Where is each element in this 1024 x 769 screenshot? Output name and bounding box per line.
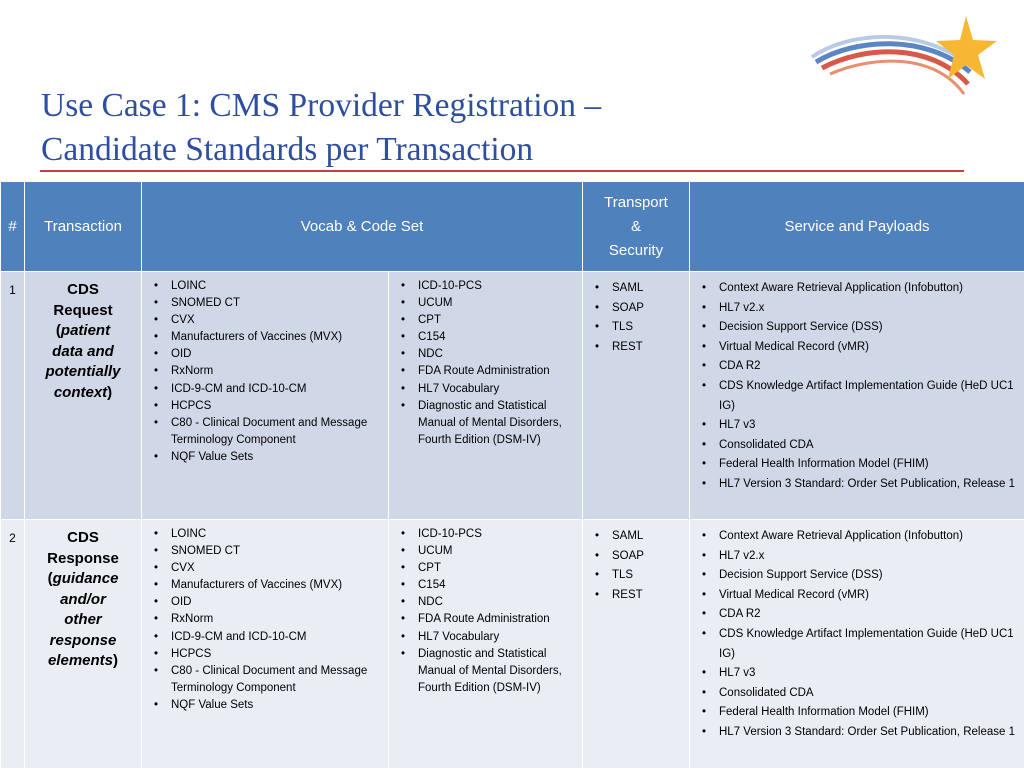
page-title — [41, 84, 981, 172]
list-item: • Decision Support Service (DSS) — [690, 318, 1024, 338]
list-item: • HL7 Vocabulary — [389, 381, 582, 398]
transaction-title: Response — [47, 550, 119, 567]
list-item: • Virtual Medical Record (vMR) — [690, 586, 1024, 606]
vocab-cell-a — [142, 272, 389, 520]
list-item: • C154 — [389, 329, 582, 346]
list-item: • REST — [583, 338, 689, 358]
vocab-list — [389, 520, 582, 697]
vocab-cell-b — [389, 520, 583, 769]
header-transport-line: Security — [609, 242, 663, 259]
transport-list — [583, 272, 689, 357]
list-item: • Federal Health Information Model (FHIM) — [690, 455, 1024, 475]
list-item: • NDC — [389, 594, 582, 611]
header-transport — [583, 182, 690, 272]
header-num: # — [1, 182, 25, 272]
list-item: • Manufacturers of Vaccines (MVX) — [142, 329, 388, 346]
list-item: • Manufacturers of Vaccines (MVX) — [142, 577, 388, 594]
list-item: • SAML — [583, 279, 689, 299]
list-item: • RxNorm — [142, 363, 388, 380]
list-item: • HL7 v2.x — [690, 299, 1024, 319]
service-cell — [690, 272, 1024, 520]
list-item: • CPT — [389, 312, 582, 329]
transport-cell — [583, 272, 690, 520]
row-number: 1 — [1, 272, 25, 520]
transaction-cell — [25, 520, 142, 769]
transaction-paren: ( — [48, 570, 53, 587]
list-item: • HL7 v3 — [690, 664, 1024, 684]
list-item: • FDA Route Administration — [389, 363, 582, 380]
list-item: • HCPCS — [142, 646, 388, 663]
list-item: • NQF Value Sets — [142, 449, 388, 466]
list-item: • CDA R2 — [690, 357, 1024, 377]
vocab-list — [142, 520, 388, 714]
list-item: • HL7 Version 3 Standard: Order Set Publication, Release 1 — [690, 723, 1024, 743]
table-header-row — [1, 182, 1024, 272]
transaction-detail: context — [54, 384, 107, 401]
transaction-detail: patient — [61, 322, 110, 339]
list-item: • Diagnostic and Statistical Manual of Mental Disorders, Fourth Edition (DSM-IV) — [389, 646, 582, 697]
service-cell — [690, 520, 1024, 769]
vocab-list — [389, 272, 582, 449]
vocab-list — [142, 272, 388, 466]
list-item: • SNOMED CT — [142, 543, 388, 560]
list-item: • OID — [142, 346, 388, 363]
list-item: • CPT — [389, 560, 582, 577]
list-item: • TLS — [583, 566, 689, 586]
list-item: • HL7 v2.x — [690, 547, 1024, 567]
transaction-detail: and/or — [60, 591, 106, 608]
vocab-cell-b — [389, 272, 583, 520]
list-item: • Decision Support Service (DSS) — [690, 566, 1024, 586]
list-item: • ICD-10-PCS — [389, 526, 582, 543]
list-item: • HL7 v3 — [690, 416, 1024, 436]
transaction-paren: ) — [107, 384, 112, 401]
transport-list — [583, 520, 689, 605]
transaction-paren: ( — [56, 322, 61, 339]
list-item: • TLS — [583, 318, 689, 338]
list-item: • HL7 Version 3 Standard: Order Set Publication, Release 1 — [690, 475, 1024, 495]
list-item: • REST — [583, 586, 689, 606]
transaction-title: CDS — [67, 529, 99, 546]
list-item: • ICD-9-CM and ICD-10-CM — [142, 629, 388, 646]
transaction-title: Request — [53, 302, 112, 319]
list-item: • Consolidated CDA — [690, 684, 1024, 704]
list-item: • OID — [142, 594, 388, 611]
list-item: • RxNorm — [142, 611, 388, 628]
list-item: • LOINC — [142, 278, 388, 295]
list-item: • HL7 Vocabulary — [389, 629, 582, 646]
table-row — [1, 272, 1024, 520]
table-row — [1, 520, 1024, 769]
service-list — [690, 272, 1024, 495]
title-divider — [40, 170, 964, 172]
header-transport-line: Transport — [604, 194, 668, 211]
list-item: • C80 - Clinical Document and Message Terminology Component — [142, 663, 388, 697]
title-line-1: Use Case 1: CMS Provider Registration – — [41, 84, 981, 128]
list-item: • SAML — [583, 527, 689, 547]
list-item: • Federal Health Information Model (FHIM) — [690, 703, 1024, 723]
list-item: • ICD-9-CM and ICD-10-CM — [142, 381, 388, 398]
transaction-paren: ) — [113, 652, 118, 669]
list-item: • NQF Value Sets — [142, 697, 388, 714]
list-item: • UCUM — [389, 543, 582, 560]
transaction-cell — [25, 272, 142, 520]
list-item: • Virtual Medical Record (vMR) — [690, 338, 1024, 358]
header-service: Service and Payloads — [690, 182, 1024, 272]
list-item: • SOAP — [583, 299, 689, 319]
list-item: • C154 — [389, 577, 582, 594]
vocab-cell-a — [142, 520, 389, 769]
list-item: • FDA Route Administration — [389, 611, 582, 628]
transaction-detail: elements — [48, 652, 113, 669]
list-item: • LOINC — [142, 526, 388, 543]
header-vocab: Vocab & Code Set — [142, 182, 583, 272]
list-item: • CDS Knowledge Artifact Implementation Guide (HeD UC1 IG) — [690, 377, 1024, 416]
list-item: • HCPCS — [142, 398, 388, 415]
row-number: 2 — [1, 520, 25, 769]
list-item: • SNOMED CT — [142, 295, 388, 312]
transaction-detail: response — [50, 632, 117, 649]
transaction-detail: other — [64, 611, 102, 628]
service-list — [690, 520, 1024, 743]
list-item: • ICD-10-PCS — [389, 278, 582, 295]
transaction-detail: guidance — [53, 570, 119, 587]
header-transport-line: & — [631, 218, 641, 235]
list-item: • CDA R2 — [690, 605, 1024, 625]
list-item: • Diagnostic and Statistical Manual of Mental Disorders, Fourth Edition (DSM-IV) — [389, 398, 582, 449]
transaction-detail: data and — [52, 343, 114, 360]
transaction-title: CDS — [67, 281, 99, 298]
title-line-2: Candidate Standards per Transaction — [41, 128, 981, 172]
standards-table — [0, 181, 1024, 769]
list-item: • CVX — [142, 312, 388, 329]
list-item: • Context Aware Retrieval Application (Infobutton) — [690, 527, 1024, 547]
list-item: • Consolidated CDA — [690, 436, 1024, 456]
transaction-detail: potentially — [45, 363, 120, 380]
list-item: • SOAP — [583, 547, 689, 567]
list-item: • CVX — [142, 560, 388, 577]
list-item: • UCUM — [389, 295, 582, 312]
header-transaction: Transaction — [25, 182, 142, 272]
list-item: • CDS Knowledge Artifact Implementation Guide (HeD UC1 IG) — [690, 625, 1024, 664]
list-item: • Context Aware Retrieval Application (Infobutton) — [690, 279, 1024, 299]
list-item: • C80 - Clinical Document and Message Terminology Component — [142, 415, 388, 449]
transport-cell — [583, 520, 690, 769]
list-item: • NDC — [389, 346, 582, 363]
